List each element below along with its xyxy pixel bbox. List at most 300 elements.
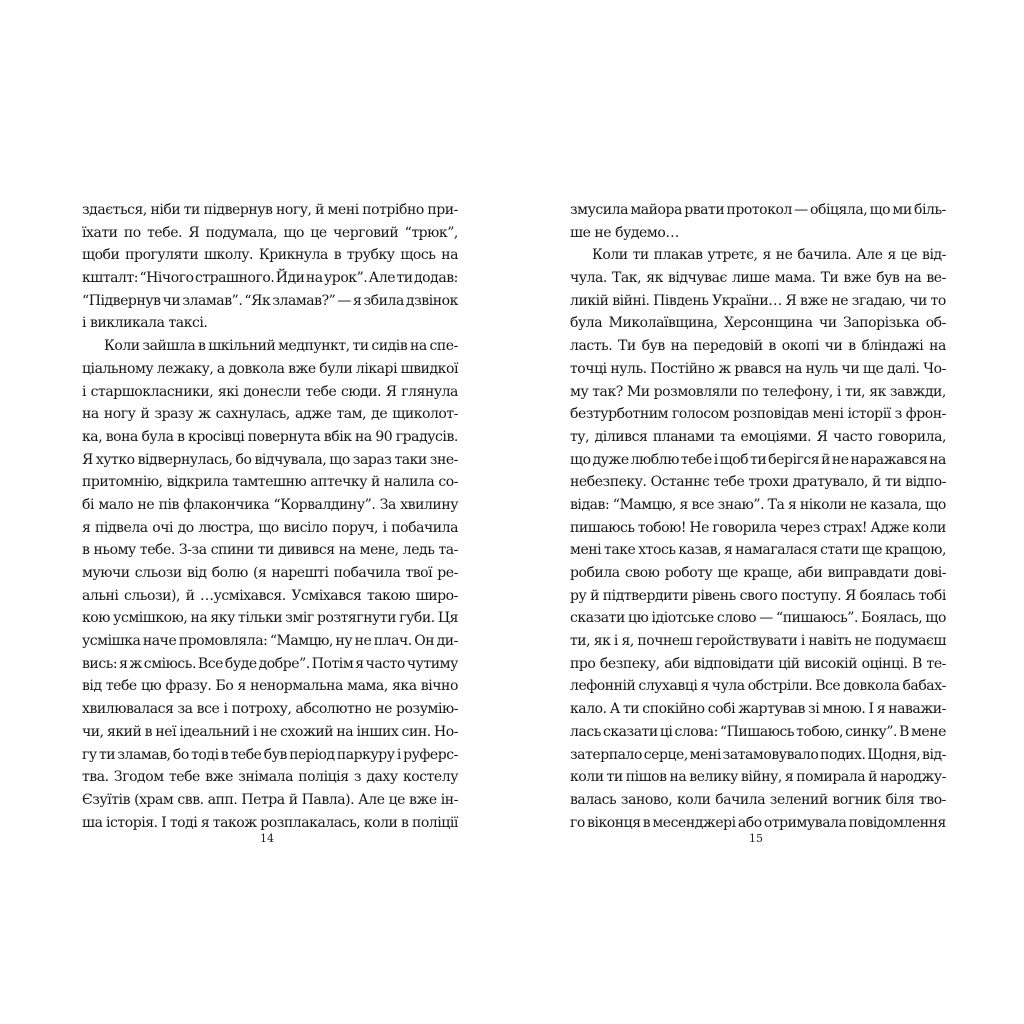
word: високій xyxy=(804,655,858,672)
word: і xyxy=(713,451,718,468)
word: від- xyxy=(922,247,946,264)
word: часто xyxy=(365,655,405,672)
word: ди- xyxy=(436,633,458,650)
word: старшокласники, xyxy=(90,383,214,400)
word: оцінці. xyxy=(861,655,908,672)
word: вічно xyxy=(420,678,458,695)
text-line xyxy=(82,789,458,812)
word: поруч, xyxy=(332,519,379,536)
word: обстріли. xyxy=(747,678,813,695)
word: муючи xyxy=(82,565,130,581)
word: нуль. xyxy=(610,360,647,377)
word: робила xyxy=(570,565,620,581)
word: тебе. xyxy=(147,224,183,241)
word: хвилювалася xyxy=(82,701,174,718)
word: побачила xyxy=(391,519,458,536)
word: “Підвернув xyxy=(82,292,161,309)
word: все xyxy=(691,496,715,513)
word: тва. xyxy=(82,769,109,786)
word: і xyxy=(82,315,87,332)
word: з xyxy=(353,769,362,786)
text-line xyxy=(570,539,946,562)
word: по xyxy=(741,383,759,400)
word: бліндажі xyxy=(861,338,924,355)
word: на xyxy=(670,338,688,355)
word: була xyxy=(141,428,174,445)
word: слова: xyxy=(674,723,718,740)
word: аби xyxy=(797,565,823,581)
word: часто xyxy=(833,428,873,445)
word: висіло xyxy=(283,519,328,536)
word: В xyxy=(899,723,909,740)
word: щиколот- xyxy=(392,406,458,423)
word: таксі. xyxy=(168,315,208,332)
word: в xyxy=(198,338,206,355)
text-line xyxy=(570,381,946,404)
word: затерпало xyxy=(570,746,642,763)
word: це xyxy=(388,791,406,808)
word: на xyxy=(410,338,427,355)
word: паркуру xyxy=(336,746,395,763)
word: страх! xyxy=(823,519,868,536)
word: ти xyxy=(884,474,902,491)
word: це xyxy=(900,247,918,264)
word: ру xyxy=(570,587,587,604)
word: ту, xyxy=(570,428,590,445)
word: окопі xyxy=(781,338,819,355)
word: ж xyxy=(129,655,142,672)
word: бо xyxy=(172,746,189,763)
word: дуже xyxy=(592,451,629,468)
word: — xyxy=(337,292,351,309)
word: (я xyxy=(252,565,267,581)
word: “Мамцю, xyxy=(269,633,334,650)
word: пишаюсь xyxy=(570,519,635,536)
word: ласть. xyxy=(570,338,613,355)
word: школу. xyxy=(203,247,254,264)
word: ка, xyxy=(82,428,103,445)
text-line xyxy=(82,312,458,335)
word: свою xyxy=(624,565,660,581)
word: налила xyxy=(383,474,435,491)
word: далі. xyxy=(887,360,920,377)
text-line xyxy=(570,403,946,426)
word: на xyxy=(305,270,323,287)
word: Я xyxy=(188,224,200,241)
word: болю xyxy=(211,565,248,581)
text-line xyxy=(82,290,458,313)
word: і xyxy=(836,383,841,400)
word: собі xyxy=(707,701,736,718)
word: на xyxy=(929,451,946,468)
word: в xyxy=(144,723,153,740)
word: вже xyxy=(409,791,437,808)
word: флакончика xyxy=(183,496,270,513)
word: ти xyxy=(257,542,274,559)
word: зміг xyxy=(285,610,314,627)
word: в xyxy=(400,814,409,831)
word: завжди, xyxy=(889,383,946,400)
text-line xyxy=(570,199,946,222)
word: я xyxy=(762,247,771,264)
word: планами xyxy=(652,428,715,445)
word: тоді xyxy=(191,746,219,763)
word: ша xyxy=(82,814,103,831)
word: Єзуїтів xyxy=(82,791,131,808)
word: відчуває xyxy=(667,270,727,287)
word: вбік xyxy=(323,428,352,445)
word: до xyxy=(177,519,194,536)
word: згадаю, xyxy=(851,292,906,309)
word: “Мамцю, xyxy=(612,496,676,513)
word: Але xyxy=(368,270,396,287)
word: тво- xyxy=(918,791,946,808)
word: від- xyxy=(922,746,946,763)
word: “пишаюсь”. xyxy=(776,610,858,627)
word: не xyxy=(831,451,849,468)
word: чи xyxy=(824,338,843,355)
text-line xyxy=(570,494,946,517)
word: Не xyxy=(689,519,710,536)
word: рівень xyxy=(691,587,736,604)
word: ти xyxy=(750,451,767,468)
word: серце, xyxy=(643,746,688,763)
word: навіть xyxy=(808,633,852,650)
word: Чо- xyxy=(923,360,946,377)
text-line xyxy=(82,222,458,245)
word: ти xyxy=(632,247,649,264)
word: ін- xyxy=(440,791,458,808)
text-line xyxy=(570,312,946,335)
word: потроху, xyxy=(231,701,292,718)
word: Усміхався xyxy=(291,587,362,604)
text-line xyxy=(570,267,946,290)
word: подумала, xyxy=(205,224,278,241)
word: костелу xyxy=(402,769,458,786)
word: в xyxy=(642,814,651,831)
word: ми xyxy=(892,202,912,218)
word: Адже xyxy=(870,519,909,536)
word: коли xyxy=(363,814,398,831)
text-line xyxy=(570,721,946,744)
word: зне- xyxy=(429,451,458,468)
word: широ- xyxy=(415,587,458,604)
word: будемо… xyxy=(615,224,679,241)
word: не xyxy=(354,633,372,650)
word: в xyxy=(82,542,90,559)
word: утретє, xyxy=(707,247,758,264)
word: інших xyxy=(356,723,399,740)
word: України… xyxy=(712,292,782,309)
word: на xyxy=(336,723,354,740)
word: довкола xyxy=(228,360,285,377)
word: і xyxy=(396,746,401,763)
text-line xyxy=(570,426,946,449)
word: що xyxy=(570,451,591,468)
word: ве- xyxy=(926,270,946,287)
word: від xyxy=(82,678,102,695)
word: Я xyxy=(785,292,797,309)
word: Я xyxy=(844,587,856,604)
text-line xyxy=(82,517,458,540)
text-line xyxy=(570,562,946,585)
text-line xyxy=(82,358,458,381)
word: (храм xyxy=(134,791,174,808)
word: намагалася xyxy=(735,542,818,559)
word: й xyxy=(315,202,324,218)
word: підвела xyxy=(94,519,148,536)
word: чи, xyxy=(82,723,104,740)
word: кою xyxy=(82,610,111,627)
word: месенджері xyxy=(652,814,736,831)
word: ідеальний xyxy=(179,723,250,740)
word: лась xyxy=(570,723,601,740)
word: довкола xyxy=(843,678,900,695)
word: промовляла: xyxy=(178,633,268,650)
word: го xyxy=(570,814,585,831)
word: “Пишаюсь xyxy=(719,723,795,740)
word: в xyxy=(768,338,776,355)
word: точці xyxy=(570,360,607,377)
word: тобі xyxy=(918,587,946,604)
word: люблю xyxy=(630,451,679,468)
word: Останнє xyxy=(650,474,710,491)
word: підтвердити xyxy=(602,587,689,604)
word: Потім xyxy=(311,655,354,672)
word: ці xyxy=(659,723,673,740)
word: ти xyxy=(183,202,200,218)
word: чула. xyxy=(570,270,607,287)
text-line xyxy=(82,698,458,721)
word: на xyxy=(929,338,946,355)
word: я, xyxy=(621,633,634,650)
word: ти, xyxy=(570,633,591,650)
word: мене xyxy=(910,723,946,740)
word: як xyxy=(869,383,886,400)
word: і xyxy=(252,723,257,740)
word: чи xyxy=(909,292,927,309)
word: фрон- xyxy=(905,406,946,423)
word: усмішка xyxy=(82,633,141,650)
word: Ти xyxy=(820,270,839,287)
word: Та xyxy=(767,496,785,513)
word: я xyxy=(787,496,797,513)
word: вже xyxy=(288,360,316,377)
word: зайшла xyxy=(142,338,196,355)
word: телефону, xyxy=(762,383,833,400)
word: збила xyxy=(363,292,404,309)
word: швидкої xyxy=(400,360,458,377)
text-line xyxy=(570,585,946,608)
word: Але xyxy=(856,247,883,264)
word: медпункт, xyxy=(278,338,350,355)
text-line xyxy=(82,244,458,267)
word: я xyxy=(679,496,688,513)
word: як xyxy=(646,270,663,287)
word: повідомлення xyxy=(848,814,946,831)
word: які xyxy=(217,383,239,400)
word: ти xyxy=(352,338,369,355)
word: Миколаївщина, xyxy=(608,315,718,332)
word: як xyxy=(593,633,611,650)
word: війну, xyxy=(740,769,782,786)
word: де xyxy=(371,406,388,423)
text-line xyxy=(82,471,458,494)
text-line xyxy=(570,222,946,245)
word: тобою! xyxy=(637,519,687,536)
word: емоціями. xyxy=(740,428,812,445)
word: зламав”. xyxy=(182,292,243,309)
word: За xyxy=(379,496,396,513)
word: хтось xyxy=(638,542,676,559)
word: тобою, xyxy=(796,723,844,740)
word: Згодом xyxy=(113,769,164,786)
word: ціальному xyxy=(82,360,154,377)
text-line xyxy=(570,812,946,835)
word: Но- xyxy=(433,723,458,740)
word: я xyxy=(876,701,886,718)
word: та xyxy=(719,428,735,445)
word: війні. xyxy=(612,292,650,309)
word: ніколи xyxy=(799,496,847,513)
word: зламав?” xyxy=(272,292,336,309)
text-line xyxy=(82,675,458,698)
word: свого xyxy=(739,587,778,604)
word: Коли xyxy=(592,247,628,264)
word: в xyxy=(848,338,856,355)
word: твої xyxy=(405,565,433,581)
word: в xyxy=(220,746,229,763)
word: З-за xyxy=(178,542,207,559)
word: шкільний xyxy=(208,338,276,355)
word: заново, xyxy=(620,791,673,808)
word: мені xyxy=(812,406,844,423)
word: лікарі xyxy=(355,360,398,377)
word: я xyxy=(200,814,210,831)
word: я xyxy=(237,678,246,695)
word: апп. xyxy=(207,791,238,808)
word: відчувала, xyxy=(254,451,327,468)
word: а xyxy=(216,360,225,377)
text-line xyxy=(570,517,946,540)
word: “трюк”, xyxy=(404,224,458,241)
word: біля xyxy=(885,791,915,808)
word: затамовувало xyxy=(722,746,819,763)
word: тебе xyxy=(105,678,137,695)
word: й xyxy=(185,587,195,604)
word: Херсонщина xyxy=(724,315,813,332)
word: пів xyxy=(158,496,179,513)
word: ніби xyxy=(150,202,181,218)
word: синку”. xyxy=(845,723,898,740)
text-line xyxy=(82,812,458,835)
word: я xyxy=(82,519,91,536)
word: “Як xyxy=(244,292,271,309)
word: Бо xyxy=(215,678,234,695)
word: що xyxy=(283,224,304,241)
word: Павла). xyxy=(301,791,355,808)
left-page-number: 14 xyxy=(260,832,274,845)
word: потрібно xyxy=(362,202,424,218)
text-line xyxy=(570,244,946,267)
word: наражався xyxy=(850,451,928,468)
word: тільки xyxy=(238,610,283,627)
word: таке xyxy=(604,542,636,559)
word: мало xyxy=(98,496,134,513)
word: з xyxy=(894,406,902,423)
word: розумію- xyxy=(396,701,458,718)
word: сказати xyxy=(570,610,625,627)
word: хвилину xyxy=(400,496,458,513)
word: і xyxy=(382,519,387,536)
word: Он xyxy=(414,633,435,650)
word: виправдати xyxy=(827,565,909,581)
word: тебе xyxy=(230,746,262,763)
word: “Корвалдину”. xyxy=(273,496,376,513)
word: й xyxy=(590,587,599,604)
word: їхати xyxy=(82,224,118,241)
word: і xyxy=(223,701,228,718)
word: лефонній xyxy=(570,678,636,695)
word: знаю”. xyxy=(717,496,765,513)
word: були xyxy=(319,360,353,377)
word: — xyxy=(794,202,808,218)
word: велику xyxy=(689,769,738,786)
word: коли xyxy=(676,791,711,808)
text-line xyxy=(82,721,458,744)
word: сльози xyxy=(134,565,182,581)
word: рвався xyxy=(734,360,782,377)
word: відав: xyxy=(570,496,610,513)
word: об- xyxy=(925,315,946,332)
word: на xyxy=(355,428,372,445)
word: та- xyxy=(438,542,458,559)
word: розплакалась, xyxy=(260,814,361,831)
word: був xyxy=(641,338,665,355)
word: протокол xyxy=(726,202,792,218)
word: відвернулась, xyxy=(137,451,233,468)
word: який xyxy=(106,723,142,740)
word: Постійно xyxy=(650,360,715,377)
word: Я xyxy=(385,383,397,400)
word: поліція xyxy=(298,769,349,786)
word: ще xyxy=(861,542,883,559)
word: цій xyxy=(778,655,800,672)
word: розповідав xyxy=(732,406,809,423)
text-line xyxy=(82,607,458,630)
word: дзвінок xyxy=(405,292,458,309)
text-line xyxy=(570,335,946,358)
word: чутиму xyxy=(406,655,458,672)
word: Запорізька xyxy=(843,315,920,332)
word: вогник xyxy=(832,791,881,808)
word: спини xyxy=(210,542,254,559)
word: підвернув xyxy=(203,202,273,218)
word: бачила xyxy=(715,791,766,808)
word: ногу, xyxy=(276,202,312,218)
word: на xyxy=(904,270,922,287)
text-line xyxy=(82,630,458,653)
word: й xyxy=(872,474,881,491)
word: мама, xyxy=(347,678,388,695)
word: спокійно xyxy=(642,701,705,718)
word: гу xyxy=(82,746,97,763)
word: тоді xyxy=(169,814,198,831)
word: слухавці xyxy=(638,678,698,695)
word: те- xyxy=(926,655,946,672)
word: й xyxy=(821,451,830,468)
word: глянула xyxy=(401,383,458,400)
